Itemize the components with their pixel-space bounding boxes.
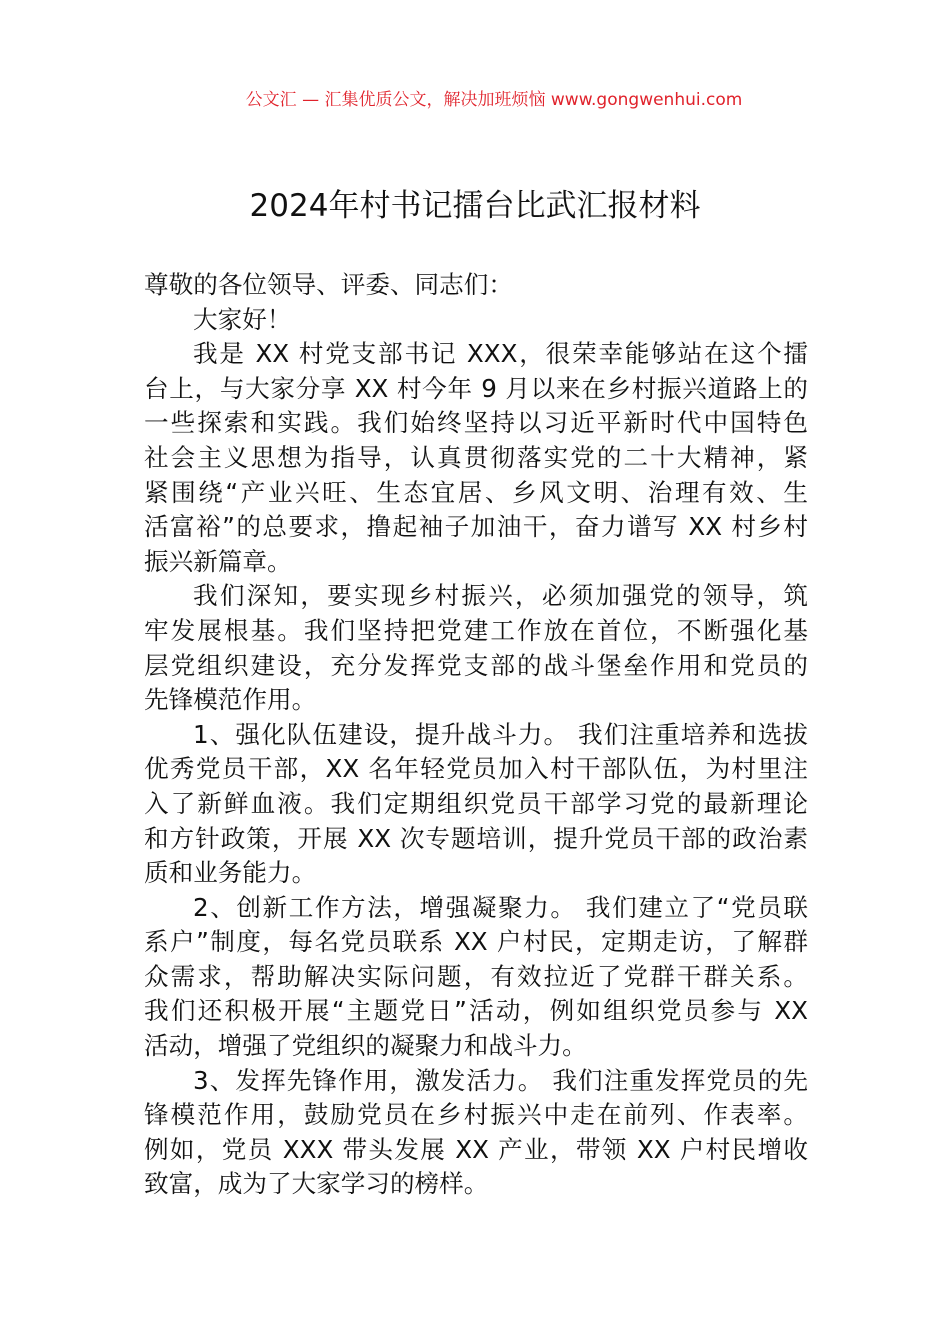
- paragraph-line: 社会主义思想为指导，认真贯彻落实党的二十大精神，紧: [144, 442, 808, 472]
- document-title: 2024年村书记擂台比武汇报材料: [249, 188, 701, 224]
- paragraph-line: 系户”制度，每名党员联系 XX 户村民，定期走访，了解群: [144, 927, 808, 957]
- paragraph-line: 层党组织建设，充分发挥党支部的战斗堡垒作用和党员的: [144, 650, 808, 680]
- paragraph-line: 台上，与大家分享 XX 村今年 9 月以来在乡村振兴道路上的: [144, 373, 808, 403]
- paragraph-line: 紧围绕“产业兴旺、生态宜居、乡风文明、治理有效、生: [144, 477, 808, 507]
- paragraph-line: 众需求，帮助解决实际问题，有效拉近了党群干群关系。: [144, 961, 808, 991]
- paragraph-line: 3、发挥先锋作用，激发活力。 我们注重发挥党员的先: [193, 1065, 808, 1095]
- paragraph-line: 优秀党员干部，XX 名年轻党员加入村干部队伍，为村里注: [144, 754, 808, 784]
- document-body: [144, 268, 808, 1202]
- paragraph-line: 我们深知，要实现乡村振兴，必须加强党的领导，筑: [193, 581, 808, 611]
- watermark-header: 公文汇 — 汇集优质公文，解决加班烦恼 www.gongwenhui.com: [245, 90, 743, 110]
- paragraph-line: 例如，党员 XXX 带头发展 XX 产业，带领 XX 户村民增收: [144, 1134, 808, 1164]
- greeting: 大家好！: [193, 304, 292, 334]
- paragraph-line: 锋模范作用，鼓励党员在乡村振兴中走在前列、作表率。: [144, 1100, 808, 1130]
- paragraph-line: 和方针政策，开展 XX 次专题培训，提升党员干部的政治素: [144, 823, 808, 853]
- paragraph-line: 质和业务能力。: [144, 858, 317, 888]
- paragraph-line: 活富裕”的总要求，撸起袖子加油干，奋力谱写 XX 村乡村: [144, 512, 808, 542]
- paragraph-line: 2、创新工作方法，增强凝聚力。 我们建立了“党员联: [193, 892, 808, 922]
- section-1-paragraph: [144, 718, 808, 891]
- paragraph-line: 入了新鲜血液。我们定期组织党员干部学习党的最新理论: [144, 788, 808, 818]
- paragraph-line: 致富，成为了大家学习的榜样。: [144, 1169, 489, 1199]
- section-3-paragraph: [144, 1064, 808, 1202]
- paragraph-line: 一些探索和实践。我们始终坚持以习近平新时代中国特色: [144, 408, 808, 438]
- salutation: 尊敬的各位领导、评委、同志们：: [144, 270, 513, 299]
- party-leadership-paragraph: [144, 579, 808, 717]
- paragraph-line: 1、强化队伍建设，提升战斗力。 我们注重培养和选拔: [193, 719, 808, 749]
- section-2-paragraph: [144, 891, 808, 1064]
- intro-paragraph: [144, 337, 808, 579]
- paragraph-line: 先锋模范作用。: [144, 685, 317, 715]
- paragraph-line: 牢发展根基。我们坚持把党建工作放在首位，不断强化基: [144, 615, 808, 645]
- paragraph-line: 活动，增强了党组织的凝聚力和战斗力。: [144, 1031, 587, 1061]
- paragraph-line: 振兴新篇章。: [144, 546, 292, 576]
- paragraph-line: 我们还积极开展“主题党日”活动，例如组织党员参与 XX: [144, 996, 808, 1026]
- paragraph-line: 我是 XX 村党支部书记 XXX，很荣幸能够站在这个擂: [193, 339, 808, 369]
